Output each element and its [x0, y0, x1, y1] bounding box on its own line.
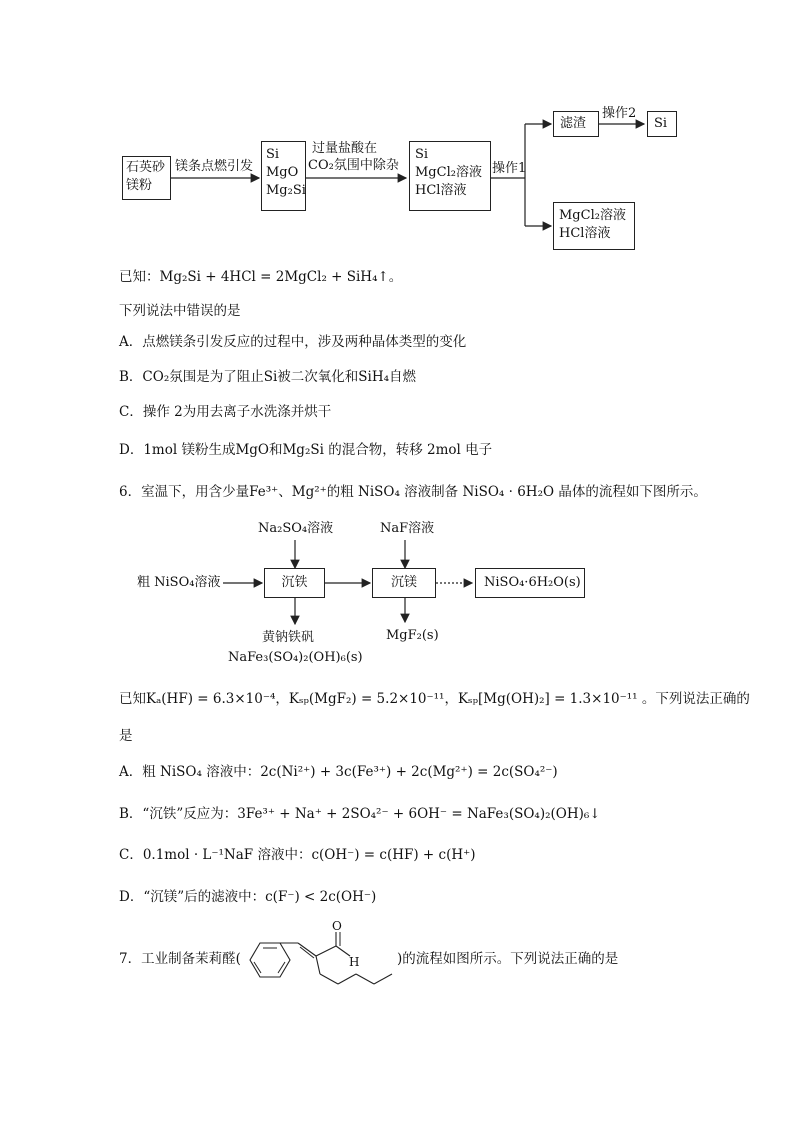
- structure-hydrogen-label: H: [349, 955, 360, 969]
- after-acid-box: Si MgCl₂溶液 HCl溶液: [409, 141, 491, 211]
- q6-option-b: B．“沉铁”反应为：3Fe³⁺ + Na⁺ + 2SO₄²⁻ + 6OH⁻ = NaFe₃(SO₄)₂(OH)₆↓: [119, 806, 601, 822]
- q6-magnesium-removal-box: 沉镁: [372, 568, 436, 598]
- acid-label-line1: 过量盐酸在: [312, 141, 378, 156]
- q6-reagent2: NaF溶液: [380, 521, 435, 536]
- q6-input: 粗 NiSO₄溶液: [137, 575, 221, 590]
- op2-label: 操作2: [602, 106, 637, 121]
- q5-known: 已知：Mg₂Si + 4HCl = 2MgCl₂ + SiH₄↑。: [119, 269, 403, 285]
- residue-box: 滤渣: [553, 111, 599, 137]
- q7-stem-prefix: 7．工业制备茉莉醛(: [119, 951, 241, 967]
- product-mix-box: Si MgO Mg₂Si: [261, 141, 306, 211]
- q5-option-a: A．点燃镁条引发反应的过程中，涉及两种晶体类型的变化: [119, 334, 467, 350]
- q6-product-box: NiSO₄·6H₂O(s): [475, 568, 585, 598]
- q6-known-line2: 是: [119, 728, 133, 744]
- q6-reagent1: Na₂SO₄溶液: [258, 521, 334, 536]
- structure-drawing: [240, 920, 396, 992]
- q6-waste1-line1: 黄钠铁矾: [262, 630, 315, 645]
- q7-stem-suffix: )的流程如图所示。下列说法正确的是: [397, 951, 619, 967]
- q5-option-d: D．1mol 镁粉生成MgO和Mg₂Si 的混合物，转移 2mol 电子: [119, 442, 493, 458]
- raw-material-box: 石英砂 镁粉: [122, 156, 171, 200]
- q6-waste1-line2: NaFe₃(SO₄)₂(OH)₆(s): [228, 650, 363, 665]
- q5-option-c: C．操作 2为用去离子水洗涤并烘干: [119, 404, 332, 420]
- filtrate-box: MgCl₂溶液 HCl溶液: [553, 202, 635, 250]
- op1-label: 操作1: [492, 161, 527, 176]
- q5-question: 下列说法中错误的是: [119, 303, 241, 319]
- q6-known-line1: 已知Kₐ(HF) = 6.3×10⁻⁴，Kₛₚ(MgF₂) = 5.2×10⁻¹¹，Kₛₚ[Mg(OH)₂] = 1.3×10⁻¹¹ 。下列说法正确的: [119, 691, 750, 707]
- q6-waste2: MgF₂(s): [386, 628, 439, 643]
- q5-option-b: B．CO₂氛围是为了阻止Si被二次氧化和SiH₄自燃: [119, 369, 417, 385]
- acid-label-line2: CO₂氛围中除杂: [308, 158, 399, 173]
- q6-option-c: C．0.1mol · L⁻¹NaF 溶液中：c(OH⁻) = c(HF) + c(H⁺): [119, 847, 476, 863]
- structure-oxygen-label: O: [332, 919, 342, 933]
- q6-stem: 6．室温下，用含少量Fe³⁺、Mg²⁺的粗 NiSO₄ 溶液制备 NiSO₄ · 6H₂O 晶体的流程如下图所示。: [119, 484, 707, 500]
- jasminaldehyde-structure: [240, 920, 396, 992]
- ignite-label: 镁条点燃引发: [175, 159, 254, 174]
- q6-iron-removal-box: 沉铁: [264, 568, 325, 598]
- q6-option-d: D．“沉镁”后的滤液中：c(F⁻) < 2c(OH⁻): [119, 889, 377, 905]
- q6-option-a: A．粗 NiSO₄ 溶液中：2c(Ni²⁺) + 3c(Fe³⁺) + 2c(Mg²⁺) = 2c(SO₄²⁻): [119, 764, 558, 780]
- si-product-box: Si: [647, 111, 677, 137]
